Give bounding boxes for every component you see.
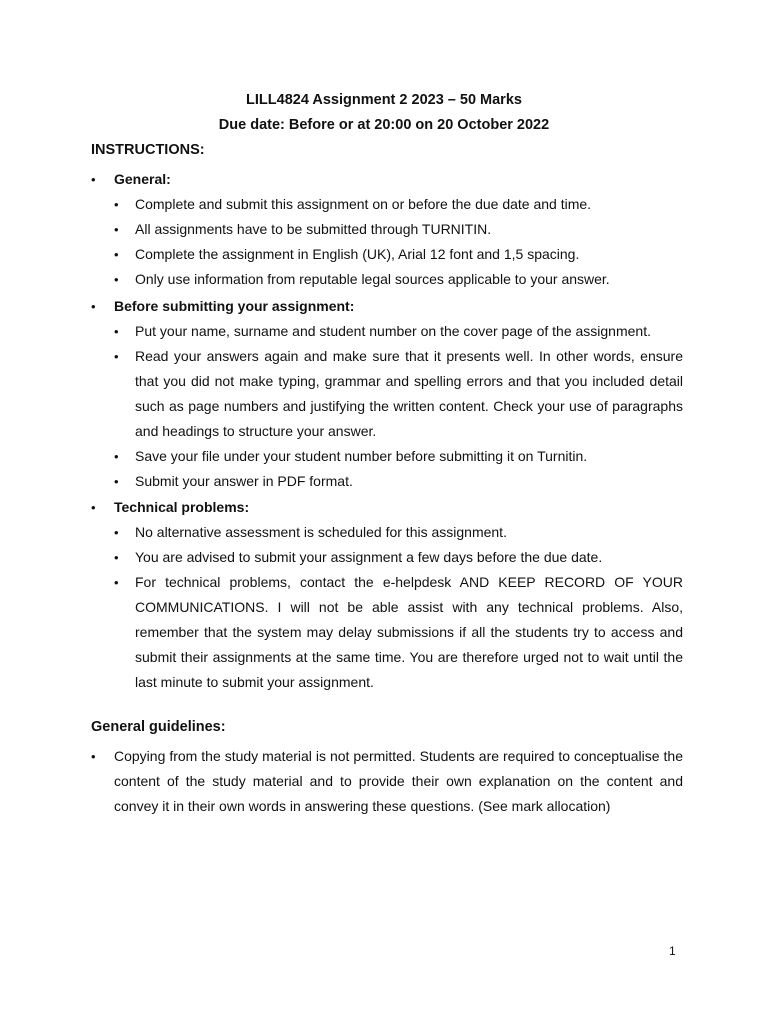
bullet-icon: • bbox=[91, 299, 96, 314]
list-item bbox=[91, 192, 683, 217]
list-item bbox=[91, 469, 683, 494]
section-label: General: bbox=[114, 171, 171, 187]
instructions-heading: INSTRUCTIONS: bbox=[91, 142, 205, 158]
bullet-icon: • bbox=[114, 247, 119, 262]
bullet-icon: • bbox=[114, 474, 119, 489]
list-item-text: Copying from the study material is not permitted. Students are required to conceptualise the content of the study material and to provide their own explanation on the content and convey it in their own words in answering these questions. (See mark allocation) bbox=[114, 748, 683, 814]
list-item-text: For technical problems, contact the e-helpdesk AND KEEP RECORD OF YOUR COMMUNICATIONS. I will not be able assist with any technical problems. Also, remember that the system may delay submissions if all the students try to access and submit their assignments at the same time. You are therefore urged not to wait until the last minute to submit your assignment. bbox=[135, 574, 683, 690]
list-general bbox=[91, 192, 683, 292]
due-date: Due date: Before or at 20:00 on 20 October 2022 bbox=[218, 117, 550, 133]
section-label-general bbox=[91, 167, 683, 192]
list-item-text: Save your file under your student number before submitting it on Turnitin. bbox=[135, 448, 588, 464]
list-item-text: You are advised to submit your assignment a few days before the due date. bbox=[135, 549, 603, 565]
bullet-icon: • bbox=[114, 349, 119, 364]
bullet-icon: • bbox=[114, 222, 119, 237]
list-item bbox=[91, 267, 683, 292]
list-item-text: Submit your answer in PDF format. bbox=[135, 473, 353, 489]
page-number: 1 bbox=[669, 944, 676, 958]
list-item bbox=[91, 344, 683, 444]
bullet-icon: • bbox=[91, 500, 96, 515]
guidelines-heading: General guidelines: bbox=[91, 719, 226, 735]
section-before-submitting bbox=[91, 294, 683, 494]
bullet-icon: • bbox=[114, 324, 119, 339]
list-item bbox=[91, 545, 683, 570]
bullet-icon: • bbox=[114, 550, 119, 565]
list-item bbox=[91, 744, 683, 819]
bullet-icon: • bbox=[114, 525, 119, 540]
list-item-text: All assignments have to be submitted through TURNITIN. bbox=[135, 221, 492, 237]
list-item bbox=[91, 242, 683, 267]
section-technical-problems bbox=[91, 495, 683, 695]
section-label-before-submitting bbox=[91, 294, 683, 319]
list-item bbox=[91, 319, 683, 344]
list-item-text: Read your answers again and make sure that it presents well. In other words, ensure that you did not make typing, grammar and spelling errors and that you included detail such as page numbers and justifying the written content. Check your use of paragraphs and headings to structure your answer. bbox=[135, 348, 683, 439]
list-item-text: Complete and submit this assignment on or before the due date and time. bbox=[135, 196, 592, 212]
bullet-icon: • bbox=[114, 575, 119, 590]
list-item bbox=[91, 217, 683, 242]
bullet-icon: • bbox=[91, 172, 96, 187]
list-item-text: Put your name, surname and student number on the cover page of the assignment. bbox=[135, 323, 651, 339]
section-label-technical-problems bbox=[91, 495, 683, 520]
section-general bbox=[91, 167, 683, 292]
assignment-title: LILL4824 Assignment 2 2023 – 50 Marks bbox=[246, 92, 522, 108]
list-technical-problems bbox=[91, 520, 683, 695]
list-item-text: No alternative assessment is scheduled for this assignment. bbox=[135, 524, 507, 540]
bullet-icon: • bbox=[114, 197, 119, 212]
bullet-icon: • bbox=[91, 749, 96, 764]
list-item-text: Only use information from reputable legal sources applicable to your answer. bbox=[135, 271, 610, 287]
list-before-submitting bbox=[91, 319, 683, 494]
bullet-icon: • bbox=[114, 272, 119, 287]
list-item bbox=[91, 444, 683, 469]
list-item bbox=[91, 570, 683, 695]
list-item-text: Complete the assignment in English (UK), Arial 12 font and 1,5 spacing. bbox=[135, 246, 580, 262]
list-item bbox=[91, 520, 683, 545]
section-general-guidelines bbox=[91, 744, 683, 819]
section-label: Technical problems: bbox=[114, 499, 250, 515]
section-label: Before submitting your assignment: bbox=[114, 298, 355, 314]
bullet-icon: • bbox=[114, 449, 119, 464]
